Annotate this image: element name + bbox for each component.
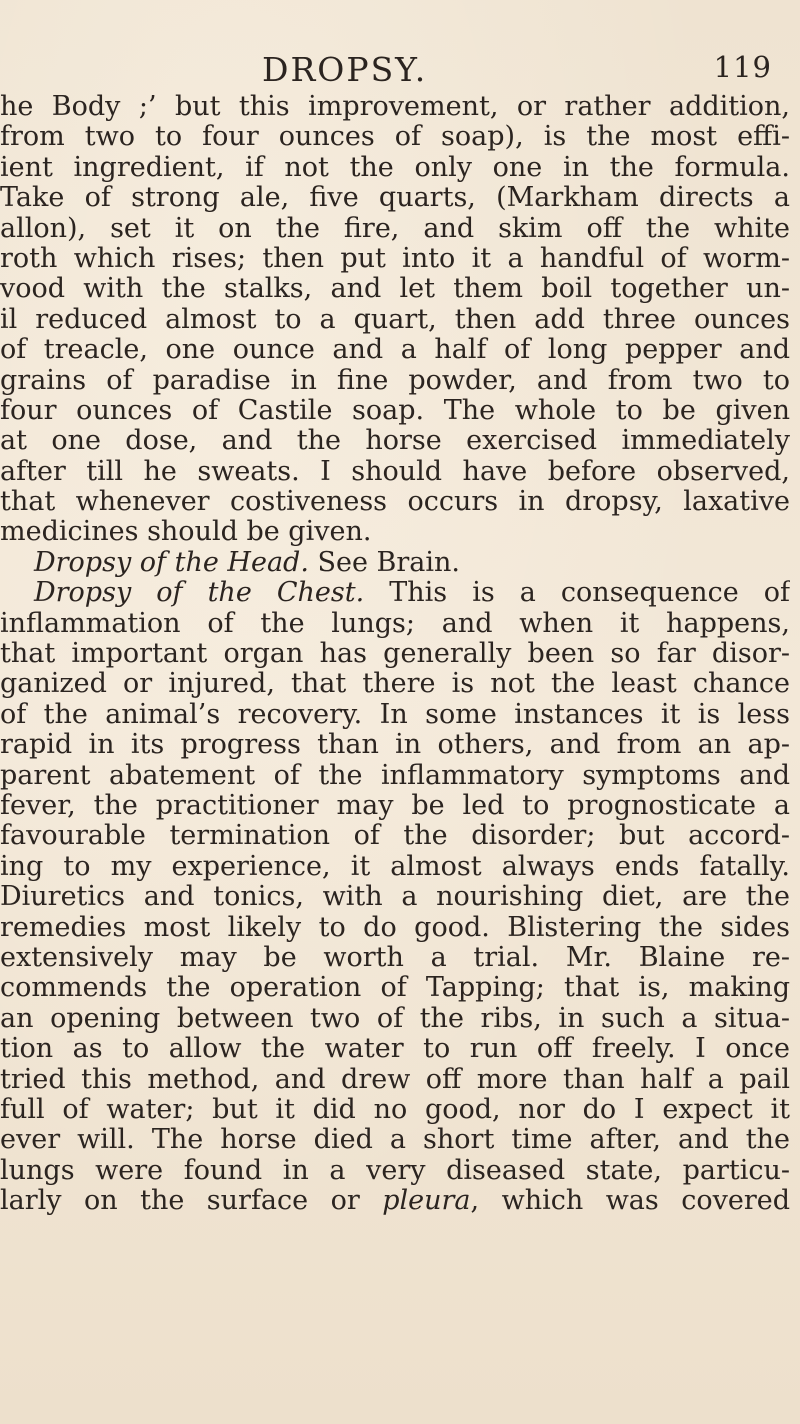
text-line-subheading bbox=[0, 548, 790, 578]
text-line: four ounces of Castile soap. The whole to be given bbox=[0, 395, 790, 426]
text-line: from two to four ounces of soap), is the most effi- bbox=[0, 122, 790, 153]
text-line: tion as to allow the water to run off freely. I once bbox=[0, 1034, 790, 1065]
text-line: rapid in its progress than in others, and from an ap- bbox=[0, 730, 790, 761]
text-line: ganized or injured, that there is not the least chance bbox=[0, 669, 790, 700]
text-line: at one dose, and the horse exercised immediately bbox=[0, 426, 790, 457]
text-line: he Body ;’ but this improvement, or rather addition, bbox=[0, 92, 790, 122]
text-line: Diuretics and tonics, with a nourishing diet, are the bbox=[0, 882, 790, 913]
text-line: lungs were found in a very diseased state, particu- bbox=[0, 1155, 790, 1186]
text-line: medicines should be given. bbox=[0, 517, 372, 548]
text-line: ever will. The horse died a short time after, and the bbox=[0, 1125, 790, 1156]
body-text bbox=[0, 92, 800, 1216]
text-line: extensively may be worth a trial. Mr. Blaine re- bbox=[0, 942, 790, 973]
text-line: inflammation of the lungs; and when it happens, bbox=[0, 608, 790, 639]
text-line: il reduced almost to a quart, then add three ounces bbox=[0, 304, 790, 335]
text-line bbox=[0, 1186, 790, 1216]
text-line: ing to my experience, it almost always ends fatally. bbox=[0, 851, 790, 882]
text-line: full of water; but it did no good, nor do I expect it bbox=[0, 1094, 790, 1125]
text-line: of treacle, one ounce and a half of long pepper and bbox=[0, 335, 790, 366]
subheading-dropsy-chest: Dropsy of the Chest. bbox=[34, 578, 365, 609]
text-line: remedies most likely to do good. Blistering the sides bbox=[0, 912, 790, 943]
text-line: allon), set it on the fire, and skim off the white bbox=[0, 213, 790, 244]
running-head bbox=[0, 50, 800, 94]
cross-reference: See Brain. bbox=[308, 547, 460, 578]
text-line: grains of paradise in fine powder, and from two to bbox=[0, 365, 790, 396]
text-line-subheading bbox=[0, 578, 790, 608]
text-line: tried this method, and drew off more than half a pail bbox=[0, 1064, 790, 1095]
text-line: that important organ has generally been so far disor- bbox=[0, 639, 790, 670]
text-line: Take of strong ale, five quarts, (Markham directs a bbox=[0, 183, 790, 214]
subheading-dropsy-head: Dropsy of the Head. bbox=[34, 547, 309, 578]
text-line-end: , which was covered bbox=[470, 1186, 790, 1217]
italic-term-pleura: pleura bbox=[382, 1186, 471, 1217]
text-line: roth which rises; then put into it a handful of worm- bbox=[0, 243, 790, 274]
text-line: fever, the practitioner may be led to prognosticate a bbox=[0, 790, 790, 821]
text-line: of the animal’s recovery. In some instances it is less bbox=[0, 699, 790, 730]
page-number: 119 bbox=[713, 50, 772, 84]
text-line: after till he sweats. I should have before observed, bbox=[0, 456, 790, 487]
text-line: commends the operation of Tapping; that is, making bbox=[0, 973, 790, 1004]
text-line: parent abatement of the inflammatory symptoms and bbox=[0, 760, 790, 791]
text-line-start: larly on the surface or bbox=[0, 1186, 383, 1217]
text-line: that whenever costiveness occurs in dropsy, laxative bbox=[0, 487, 790, 518]
text-line: an opening between two of the ribs, in such a situa- bbox=[0, 1003, 790, 1034]
text-line-rest: This is a consequence of bbox=[364, 578, 790, 609]
page-title: DROPSY. bbox=[262, 50, 428, 89]
text-line: vood with the stalks, and let them boil together un- bbox=[0, 274, 790, 305]
text-line: favourable termination of the disorder; but accord- bbox=[0, 821, 790, 852]
text-line: ient ingredient, if not the only one in the formula. bbox=[0, 152, 790, 183]
